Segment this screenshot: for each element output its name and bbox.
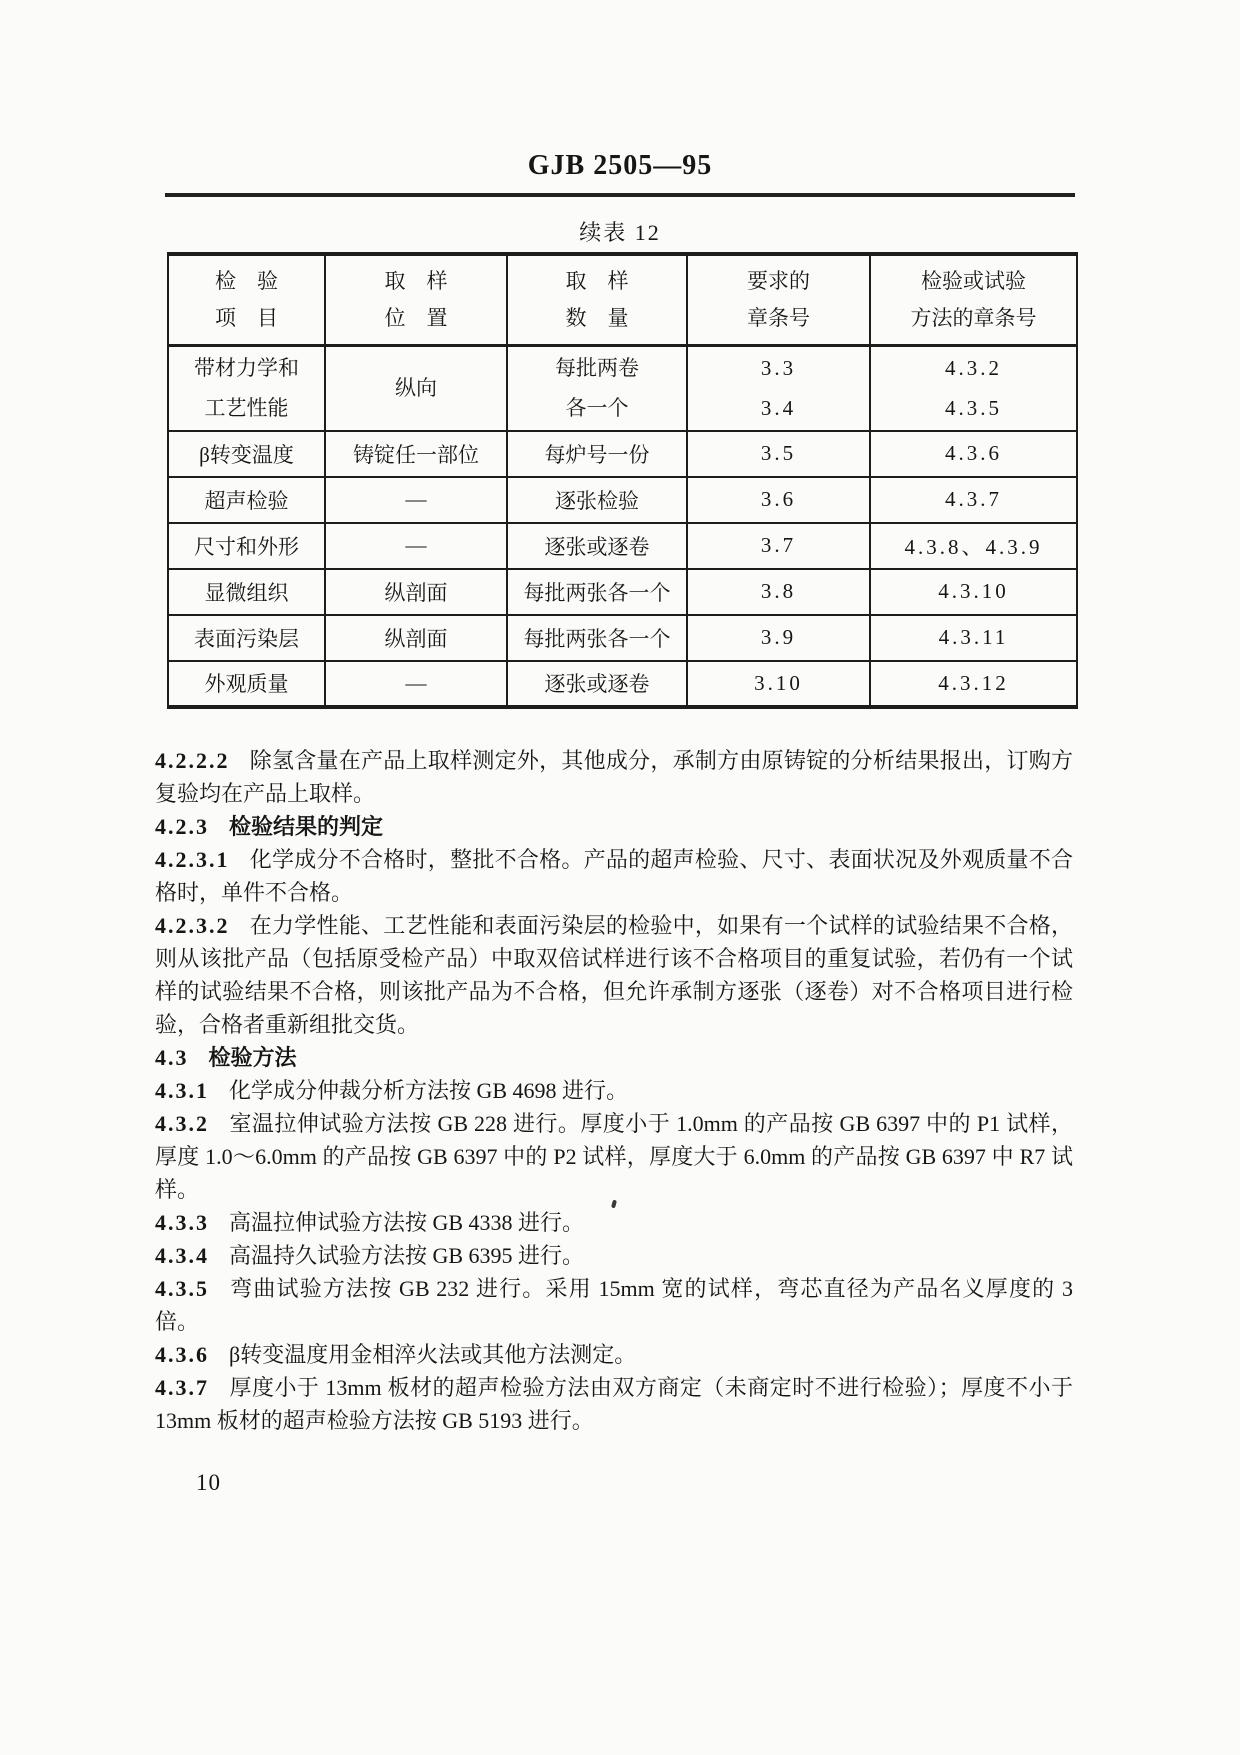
table-cell <box>687 569 870 615</box>
body-text <box>155 744 1073 1437</box>
table-cell <box>687 477 870 523</box>
title-rule <box>165 193 1075 197</box>
clause-paragraph <box>155 744 1073 810</box>
table-cell <box>325 523 507 569</box>
clause-text: 除氢含量在产品上取样测定外，其他成分，承制方由原铸锭的分析结果报出，订购方复验均在产品上取样。 <box>155 748 1073 806</box>
cell-line: 表面污染层 <box>194 626 299 651</box>
table-cell <box>168 346 325 431</box>
cell-line: 逐张或逐卷 <box>544 672 650 696</box>
table-row <box>168 615 1077 661</box>
cell-line: 4.3.6 <box>945 441 1002 465</box>
cell-line: 逐张或逐卷 <box>544 534 650 559</box>
clause-text: 化学成分仲裁分析方法按 GB 4698 进行。 <box>229 1078 629 1103</box>
clause-paragraph <box>155 1041 1073 1074</box>
cell-line: — <box>405 670 427 695</box>
clause-text: 弯曲试验方法按 GB 232 进行。采用 15mm 宽的试样，弯芯直径为产品名义厚度的 3 倍。 <box>155 1276 1073 1334</box>
header-line: 数 量 <box>565 306 629 330</box>
table-cell <box>687 431 870 477</box>
table-cell <box>687 346 870 431</box>
table-cell <box>870 615 1077 661</box>
cell-line: 4.3.5 <box>945 396 1002 421</box>
table-cell <box>507 477 687 523</box>
cell-line: 尺寸和外形 <box>194 534 299 559</box>
clause-number: 4.2.3.1 <box>155 847 230 872</box>
clause-paragraph <box>155 1206 1073 1239</box>
clause-text: β转变温度用金相淬火法或其他方法测定。 <box>229 1342 637 1367</box>
clause-number: 4.3.2 <box>155 1111 209 1136</box>
cell-line: 3.8 <box>760 579 797 603</box>
header-cell-position <box>325 254 507 346</box>
cell-line: 4.3.8、4.3.9 <box>904 534 1043 559</box>
cell-line: 3.4 <box>760 396 797 421</box>
table-cell <box>507 523 687 569</box>
header-cell-requirement <box>687 254 870 346</box>
cell-line: 4.3.12 <box>938 670 1009 695</box>
clause-paragraph <box>155 909 1073 1041</box>
table-cell <box>687 661 870 707</box>
clause-paragraph <box>155 1074 1073 1107</box>
clause-number: 4.3.5 <box>155 1276 209 1301</box>
table-cell <box>325 477 507 523</box>
cell-line: 3.9 <box>760 625 797 649</box>
cell-line: 4.3.11 <box>938 625 1009 649</box>
table-cell <box>507 346 687 431</box>
header-line: 方法的章条号 <box>910 306 1037 330</box>
clause-number: 4.3.7 <box>155 1375 209 1400</box>
clause-text: 厚度小于 13mm 板材的超声检验方法由双方商定（未商定时不进行检验）；厚度不小于 13mm 板材的超声检验方法按 GB 5193 进行。 <box>155 1375 1073 1433</box>
cell-line: 纵剖面 <box>384 580 448 605</box>
clause-text: 室温拉伸试验方法按 GB 228 进行。厚度小于 1.0mm 的产品按 GB 6397 中的 P1 试样，厚度 1.0～6.0mm 的产品按 GB 6397 中的 P2 试样，厚度大于 6.0mm 的产品按 GB 6397 中 R7 试样。 <box>155 1111 1073 1202</box>
header-line: 取 样 <box>565 269 629 293</box>
clause-text: 高温持久试验方法按 GB 6395 进行。 <box>229 1243 585 1268</box>
clause-paragraph <box>155 1272 1073 1338</box>
clause-text: 在力学性能、工艺性能和表面污染层的检验中，如果有一个试样的试验结果不合格，则从该批产品（包括原受检产品）中取双倍试样进行该不合格项目的重复试验，若仍有一个试样的试验结果不合格，则该批产品为不合格，但允许承制方逐张（逐卷）对不合格项目进行检验，合格者重新组批交货。 <box>155 913 1073 1037</box>
clause-text: 高温拉伸试验方法按 GB 4338 进行。 <box>229 1210 585 1235</box>
table-cell <box>870 569 1077 615</box>
cell-line: 纵剖面 <box>384 626 448 651</box>
table-row <box>168 477 1077 523</box>
cell-line: 每批两卷 <box>555 356 639 381</box>
cell-line: 每批两张各一个 <box>523 626 671 651</box>
cell-line: 3.6 <box>760 487 797 511</box>
clause-text: 化学成分不合格时，整批不合格。产品的超声检验、尺寸、表面状况及外观质量不合格时，单件不合格。 <box>155 847 1073 905</box>
clause-paragraph <box>155 1338 1073 1371</box>
clause-paragraph <box>155 1239 1073 1272</box>
clause-number: 4.3.6 <box>155 1342 209 1367</box>
cell-line: — <box>405 533 427 557</box>
table-cell <box>507 431 687 477</box>
cell-line: 3.10 <box>754 670 803 695</box>
clause-paragraph <box>155 1371 1073 1437</box>
table-cell <box>168 661 325 707</box>
header-line: 位 置 <box>384 306 448 330</box>
clause-number: 4.3.3 <box>155 1210 209 1235</box>
table-cell <box>507 569 687 615</box>
header-cell-item <box>168 254 325 346</box>
cell-line: 每炉号一份 <box>544 442 650 467</box>
table-header-row <box>168 254 1077 346</box>
inspection-table <box>167 252 1078 709</box>
header-line: 检验或试验 <box>921 269 1026 293</box>
cell-line: β转变温度 <box>199 442 294 467</box>
table-cell <box>168 615 325 661</box>
cell-line: 铸锭任一部位 <box>353 442 479 467</box>
cell-line: 逐张检验 <box>555 488 639 513</box>
table-cell <box>870 661 1077 707</box>
table-cell <box>168 523 325 569</box>
table-cell <box>325 661 507 707</box>
table-cell <box>325 431 507 477</box>
table-body <box>168 346 1077 707</box>
cell-line: 带材力学和 <box>194 356 299 381</box>
clause-number: 4.2.3 <box>155 814 209 839</box>
table-cell <box>870 523 1077 569</box>
table-cell <box>168 477 325 523</box>
cell-line: — <box>405 487 427 511</box>
header-line: 检 验 <box>215 269 278 293</box>
header-line: 要求的 <box>747 269 810 293</box>
header-line: 章条号 <box>747 306 810 330</box>
cell-line: 每批两张各一个 <box>523 580 671 605</box>
cell-line: 3.7 <box>760 533 797 557</box>
header-cell-method <box>870 254 1077 346</box>
table-cell <box>870 477 1077 523</box>
page-number: 10 <box>196 1470 221 1495</box>
table-cell <box>870 346 1077 431</box>
table-cell <box>687 615 870 661</box>
table-cell <box>325 569 507 615</box>
header-cell-quantity <box>507 254 687 346</box>
cell-line: 超声检验 <box>204 488 289 513</box>
table-cell <box>325 615 507 661</box>
table-cell <box>687 523 870 569</box>
cell-line: 工艺性能 <box>204 396 289 421</box>
clause-number: 4.3 <box>155 1045 189 1070</box>
table-cell <box>870 431 1077 477</box>
cell-line: 4.3.2 <box>945 356 1002 381</box>
header-line: 项 目 <box>215 306 278 330</box>
table-row <box>168 431 1077 477</box>
header-line: 取 样 <box>384 269 448 293</box>
cell-line: 3.5 <box>760 441 797 465</box>
clause-number: 4.2.2.2 <box>155 748 230 773</box>
cell-line: 外观质量 <box>204 672 289 696</box>
cell-line: 4.3.10 <box>938 579 1009 603</box>
table-cell <box>168 569 325 615</box>
table-cell <box>325 346 507 431</box>
clause-number: 4.3.4 <box>155 1243 209 1268</box>
cell-line: 4.3.7 <box>945 487 1002 511</box>
cell-line: 3.3 <box>760 356 797 381</box>
doc-code: GJB 2505—95 <box>527 150 713 181</box>
table-cell <box>507 661 687 707</box>
clause-number: 4.2.3.2 <box>155 913 230 938</box>
clause-text: 检验方法 <box>208 1045 297 1070</box>
clause-paragraph <box>155 1107 1073 1206</box>
table-cell <box>507 615 687 661</box>
table-row <box>168 523 1077 569</box>
table-row <box>168 569 1077 615</box>
clause-paragraph <box>155 843 1073 909</box>
table-row <box>168 661 1077 707</box>
clause-paragraph <box>155 810 1073 843</box>
cell-line: 各一个 <box>565 396 629 421</box>
clause-number: 4.3.1 <box>155 1078 209 1103</box>
cell-line: 显微组织 <box>204 580 289 605</box>
clause-text: 检验结果的判定 <box>229 814 384 839</box>
table-cell <box>168 431 325 477</box>
table-caption: 续表 12 <box>579 220 661 245</box>
table-row <box>168 346 1077 431</box>
cell-line: 纵向 <box>395 376 437 401</box>
